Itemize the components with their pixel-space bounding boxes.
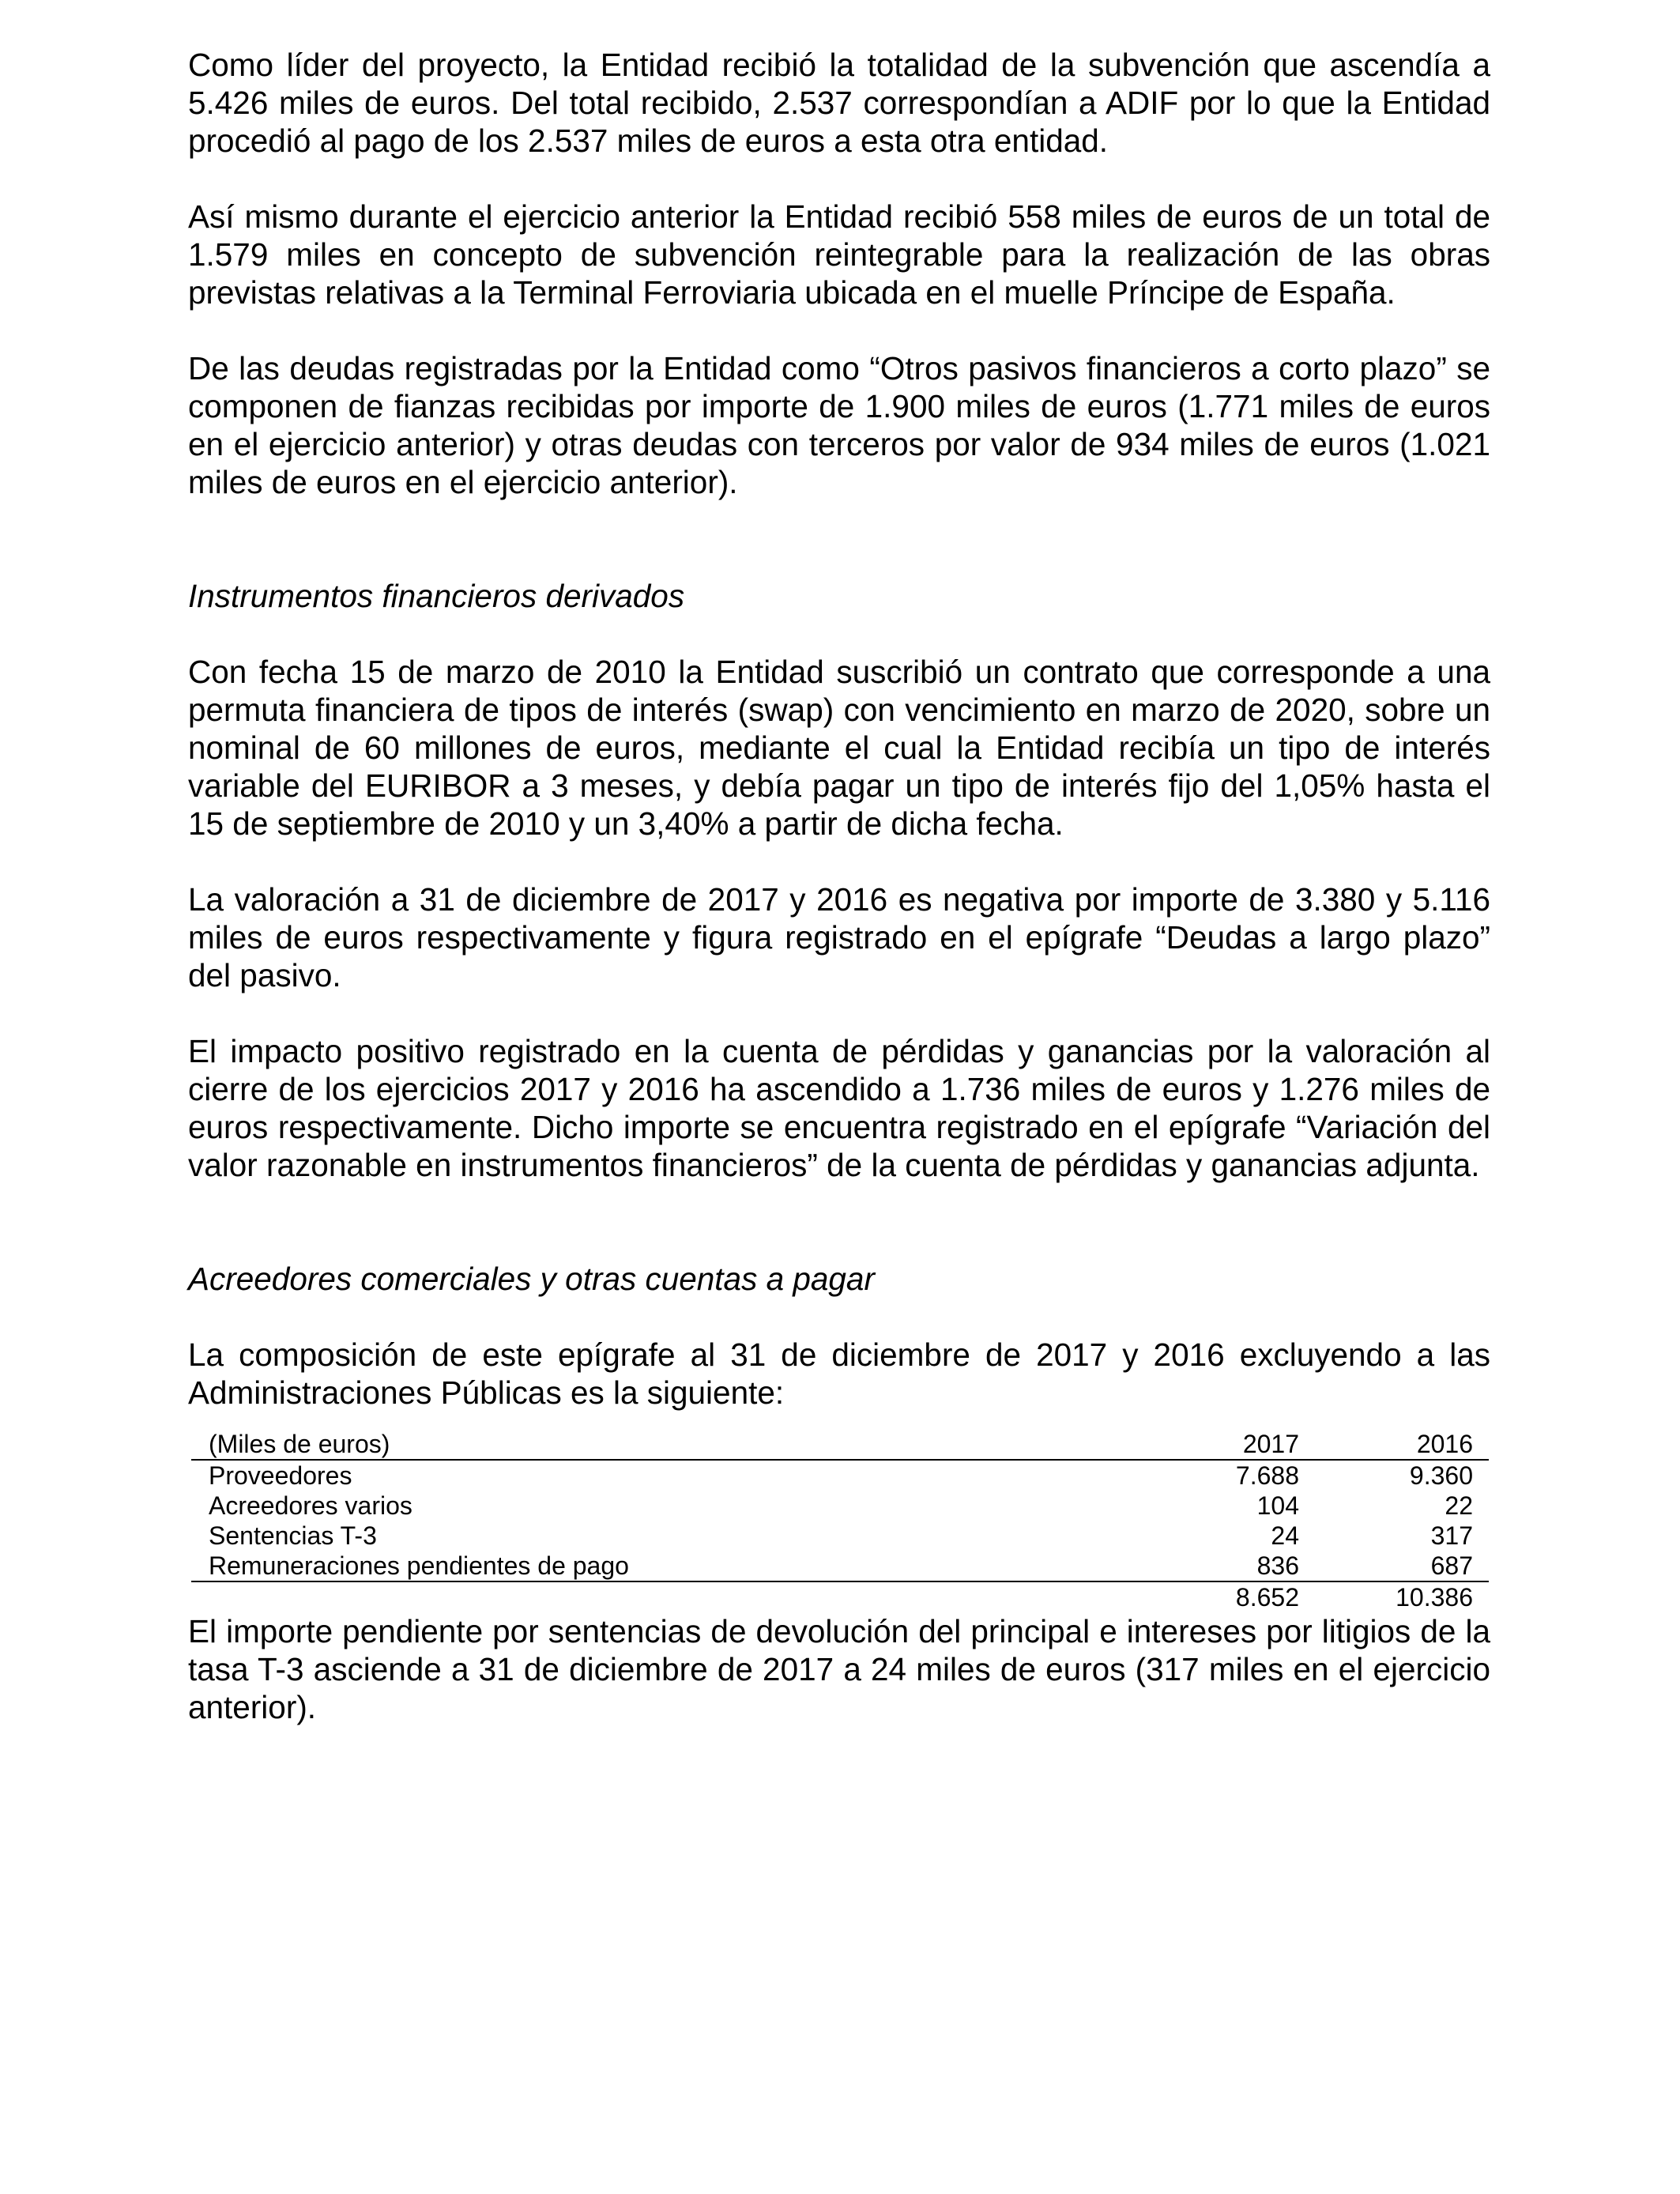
paragraph-swap-contrato: Con fecha 15 de marzo de 2010 la Entidad suscribió un contrato que corresponde a una permuta financiera de tipos de interés (swap) con vencimiento en marzo de 2020, sobre un nominal de 60 millones de euros, mediante el cual la Entidad recibía un tipo de interés variable del EURIBOR a 3 meses, y debía pagar un tipo de interés fijo del 1,05% hasta el 15 de septiembre de 2010 y un 3,40% a partir de dicha fecha. xyxy=(188,654,1490,842)
row-label: Acreedores varios xyxy=(209,1491,412,1520)
paragraph-composicion-epigrafe: La composición de este epígrafe al 31 de diciembre de 2017 y 2016 excluyendo a las Administraciones Públicas es la siguiente: xyxy=(188,1336,1490,1411)
paragraph-subvencion-terminal: Así mismo durante el ejercicio anterior la Entidad recibió 558 miles de euros de un total de 1.579 miles en concepto de subvención reintegrable para la realización de las obras previstas relativas a la Terminal Ferroviaria ubicada en el muelle Príncipe de España. xyxy=(188,198,1490,311)
paragraph-impacto-positivo: El impacto positivo registrado en la cuenta de pérdidas y ganancias por la valoración al cierre de los ejercicios 2017 y 2016 ha ascendido a 1.736 miles de euros y 1.276 miles de euros respectivamente. Dicho importe se encuentra registrado en el epígrafe “Variación del valor razonable en instrumentos financieros” de la cuenta de pérdidas y ganancias adjunta. xyxy=(188,1033,1490,1183)
row-value-2017: 7.688 xyxy=(1235,1461,1299,1490)
row-value-2016: 317 xyxy=(1430,1521,1473,1550)
row-label: Remuneraciones pendientes de pago xyxy=(191,1551,1125,1581)
table-header-2016: 2016 xyxy=(1299,1429,1489,1460)
row-label: Proveedores xyxy=(209,1461,352,1490)
paragraph-subvencion-lider: Como líder del proyecto, la Entidad recibió la totalidad de la subvención que ascendía a 5.426 miles de euros. Del total recibido, 2.537 correspondían a ADIF por lo que la Entidad procedió al pago de los 2.537 miles de euros a esta otra entidad. xyxy=(188,47,1490,159)
heading-instrumentos-derivados: Instrumentos financieros derivados xyxy=(188,578,685,614)
acreedores-table xyxy=(191,1429,1489,1612)
table-row xyxy=(191,1521,1489,1551)
paragraph-sentencias-t3: El importe pendiente por sentencias de devolución del principal e intereses por litigios de la tasa T-3 asciende a 31 de diciembre de 2017 a 24 miles de euros (317 miles en el ejercicio anterior). xyxy=(188,1613,1490,1725)
paragraph-otros-pasivos: De las deudas registradas por la Entidad como “Otros pasivos financieros a corto plazo” se componen de fianzas recibidas por importe de 1.900 miles de euros (1.771 miles de euros en el ejercicio anterior) y otras deudas con terceros por valor de 934 miles de euros (1.021 miles de euros en el ejercicio anterior). xyxy=(188,350,1490,500)
table-header-row xyxy=(191,1429,1489,1460)
total-label xyxy=(191,1581,1125,1612)
row-value-2017: 836 xyxy=(1125,1551,1299,1581)
row-value-2017: 24 xyxy=(1271,1521,1299,1550)
table-row xyxy=(191,1491,1489,1521)
table-header-label: (Miles de euros) xyxy=(191,1429,1125,1460)
table-row xyxy=(191,1460,1489,1491)
row-value-2016: 22 xyxy=(1445,1491,1473,1520)
table-total-row xyxy=(191,1581,1489,1612)
row-value-2016: 9.360 xyxy=(1409,1461,1473,1490)
row-value-2016: 687 xyxy=(1299,1551,1489,1581)
total-value-2016: 10.386 xyxy=(1396,1583,1473,1612)
row-label: Sentencias T-3 xyxy=(209,1521,377,1550)
document-page xyxy=(188,46,1490,1726)
heading-acreedores-comerciales: Acreedores comerciales y otras cuentas a pagar xyxy=(188,1261,875,1297)
row-value-2017: 104 xyxy=(1256,1491,1299,1520)
paragraph-valoracion: La valoración a 31 de diciembre de 2017 y 2016 es negativa por importe de 3.380 y 5.116 miles de euros respectivamente y figura registrado en el epígrafe “Deudas a largo plazo” del pasivo. xyxy=(188,881,1490,993)
total-value-2017: 8.652 xyxy=(1235,1583,1299,1612)
table-header-2017: 2017 xyxy=(1125,1429,1299,1460)
table-row xyxy=(191,1551,1489,1581)
